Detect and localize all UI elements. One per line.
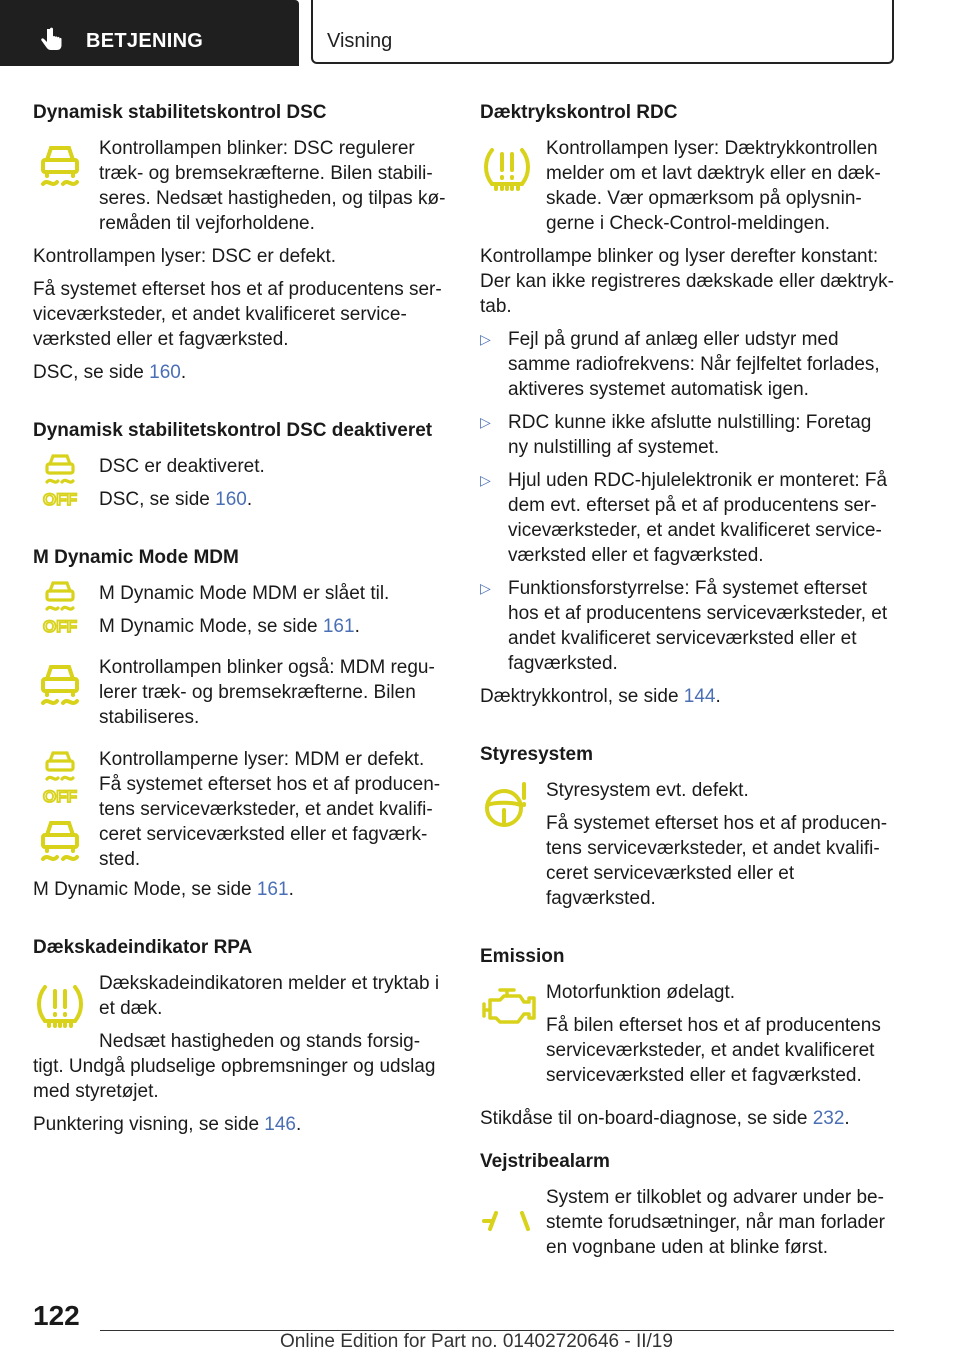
lane-text-1: System er tilkoblet og advarer under be-stemte forudsætninger, når man forlader en vognbane uden at blinke først. (546, 1187, 886, 1258)
hand-pointer-icon (38, 26, 66, 54)
page-link-144[interactable]: 144 (683, 686, 716, 707)
page-link-160[interactable]: 160 (215, 489, 247, 510)
lane-entry (480, 1185, 894, 1260)
page-link-161[interactable]: 161 (322, 616, 355, 637)
rdc-heading: Dæktrykskontrol RDC (480, 102, 678, 123)
mdm-defect-entry (33, 747, 448, 877)
left-column (33, 100, 448, 1145)
mdm-reference-2 (33, 877, 448, 902)
mdm-text-3: Kontrollamperne lyser: MDM er defekt. Få systemet efterset hos et af producen-tens serviceværksteder, et andet kvalifi-ceret serviceværksted eller et fagværk-sted. (99, 749, 441, 870)
page-link-160[interactable]: 160 (149, 362, 181, 383)
triangle-bullet-icon: ▷ (480, 472, 491, 488)
page-link-232[interactable]: 232 (812, 1108, 845, 1129)
mdm-reference-1 (33, 614, 448, 639)
lane-departure-icon (480, 1195, 534, 1249)
steering-text-2: Få systemet efterset hos et af producen-tens serviceværksteder, et andet kvalifi-ceret serviceværksted eller et fagværksted. (546, 813, 888, 909)
chapter-label: Visning (327, 30, 393, 52)
dsc-text-3: Få systemet efterset hos et af producentens ser-viceværksteder, et andet kvalificeret service-værksted eller et fagværksted. (33, 279, 442, 350)
bullet-text: Funktionsforstyrrelse: Få systemet efterset hos et af producentens serviceværksteder, et andet kvalificeret serviceværksted eller et fagværksted. (508, 578, 888, 674)
bullet-item (480, 410, 894, 460)
ref-end: . (288, 879, 294, 900)
dsc-off-heading: Dynamisk stabilitetskontrol DSC deaktiveret (33, 420, 433, 441)
dsc-entry (33, 136, 448, 236)
steering-heading: Styresystem (480, 744, 594, 765)
tire-pressure-warning-icon (480, 140, 534, 194)
bullet-text: Hjul uden RDC-hjulelektronik er monteret: Få dem evt. efterset på et af producentens ser-viceværksteder, et andet kvalificeret service-værksted eller et fagværksted. (508, 470, 888, 566)
tire-pressure-warning-icon (33, 977, 87, 1031)
mdm-flash-entry (33, 655, 448, 735)
mdm-text-1: M Dynamic Mode MDM er slået til. (99, 583, 390, 604)
rdc-text-1: Kontrollampen lyser: Dæktrykkontrollen melder om et lavt dæktryk eller en dæk-skade. Vær opmærksom på oplysnin-gerne i Check-Control-meldingen. (546, 138, 881, 234)
svg-text:OFF: OFF (43, 787, 77, 806)
dsc-heading: Dynamisk stabilitetskontrol DSC (33, 102, 327, 123)
bullet-text: Fejl på grund af anlæg eller udstyr med samme radiofrekvens: Når fejlfeltet forlades, aktiveres systemet automatisk igen. (508, 329, 880, 400)
lane-heading: Vejstribealarm (480, 1151, 610, 1172)
rdc-entry (480, 136, 894, 236)
steering-entry (480, 778, 894, 911)
bullet-text: RDC kunne ikke afslutte nulstilling: Foretag ny nulstilling af systemet. (508, 412, 872, 458)
triangle-bullet-icon: ▷ (480, 331, 491, 347)
svg-text:OFF: OFF (43, 617, 77, 636)
triangle-bullet-icon: ▷ (480, 414, 491, 430)
ref-text: Dæktrykkontrol, se side (480, 686, 684, 707)
mdm-off-icon (33, 577, 87, 637)
ref-end: . (180, 362, 187, 383)
emission-text-2: Få bilen efterset hos et af producentens serviceværksteder, et andet kvalificeret serviceværksted eller et fagværksted. (546, 1015, 881, 1086)
rpa-heading: Dækskadeindikator RPA (33, 937, 253, 958)
ref-text: M Dynamic Mode, se side (33, 879, 257, 900)
bullet-item (480, 327, 894, 402)
dsc-reference (33, 360, 448, 385)
ref-text: M Dynamic Mode, se side (99, 616, 323, 637)
rdc-reference (480, 684, 894, 709)
mdm-off-icon (33, 747, 87, 807)
chapter-tab (311, 0, 894, 64)
dsc-text-1: Kontrollampen blinker: DSC regulerer træk- og bremsekræfterne. Bilen stabili-seres. Nedsæt hastigheden, og tilpas kø-reмåden til vejforholdene. (99, 138, 446, 234)
ref-end: . (246, 489, 253, 510)
page-number: 122 (33, 1300, 80, 1331)
ref-text: DSC, se side (99, 489, 216, 510)
steering-text-1: Styresystem evt. defekt. (546, 780, 749, 801)
dsc-warning-icon (33, 657, 87, 711)
dsc-off-text: DSC er deaktiveret. (99, 456, 265, 477)
page-header (0, 0, 960, 66)
right-column (480, 100, 894, 1268)
section-tab (0, 0, 299, 66)
ref-end: . (715, 686, 721, 707)
emission-text-1: Motorfunktion ødelagt. (546, 982, 736, 1003)
svg-text:OFF: OFF (43, 490, 77, 509)
bullet-item (480, 468, 894, 568)
steering-wheel-warning-icon (480, 778, 534, 832)
page-link-161[interactable]: 161 (256, 879, 289, 900)
ref-text: DSC, se side (33, 362, 150, 383)
rpa-text-1: Dækskadeindikatoren melder et tryktab i et dæk. (99, 973, 440, 1019)
emission-heading: Emission (480, 946, 565, 967)
ref-end: . (354, 616, 360, 637)
mdm-text-2: Kontrollampen blinker også: MDM regu-lerer træk- og bremsekræfterne. Bilen stabiliseres. (99, 657, 435, 728)
dsc-warning-icon (33, 138, 87, 192)
rpa-entry (33, 971, 448, 1021)
dsc-text-2: Kontrollampen lyser: DSC er defekt. (33, 246, 337, 267)
rpa-text-2 (33, 1029, 448, 1104)
ref-end: . (296, 1114, 302, 1135)
dsc-off-icon (33, 450, 87, 510)
section-label: BETJENING (86, 30, 204, 52)
rpa-text-2-body: Nedsæt hastigheden og stands forsig-tigt. Undgå pludselige opbremsninger og udslag med styretøjet. (33, 1031, 436, 1102)
mdm-heading: M Dynamic Mode MDM (33, 547, 239, 568)
page-link-146[interactable]: 146 (264, 1114, 296, 1135)
ref-text: Stikdåse til on-board-diagnose, se side (480, 1108, 813, 1129)
emission-reference (480, 1106, 894, 1131)
triangle-bullet-icon: ▷ (480, 580, 491, 596)
dsc-off-entry (33, 454, 448, 512)
rpa-reference (33, 1112, 448, 1137)
rdc-text-2: Kontrollampe blinker og lyser derefter konstant: Der kan ikke registreres dækskade eller dæktryk-tab. (480, 246, 894, 317)
engine-warning-icon (480, 982, 540, 1036)
bullet-item (480, 576, 894, 676)
ref-text: Punktering visning, se side (33, 1114, 265, 1135)
edition-note: Online Edition for Part no. 01402720646 - II/19 (280, 1331, 673, 1352)
dsc-off-reference (33, 487, 448, 512)
mdm-entry (33, 581, 448, 639)
ref-end: . (844, 1108, 850, 1129)
emission-entry (480, 980, 894, 1088)
dsc-warning-icon (33, 813, 87, 867)
